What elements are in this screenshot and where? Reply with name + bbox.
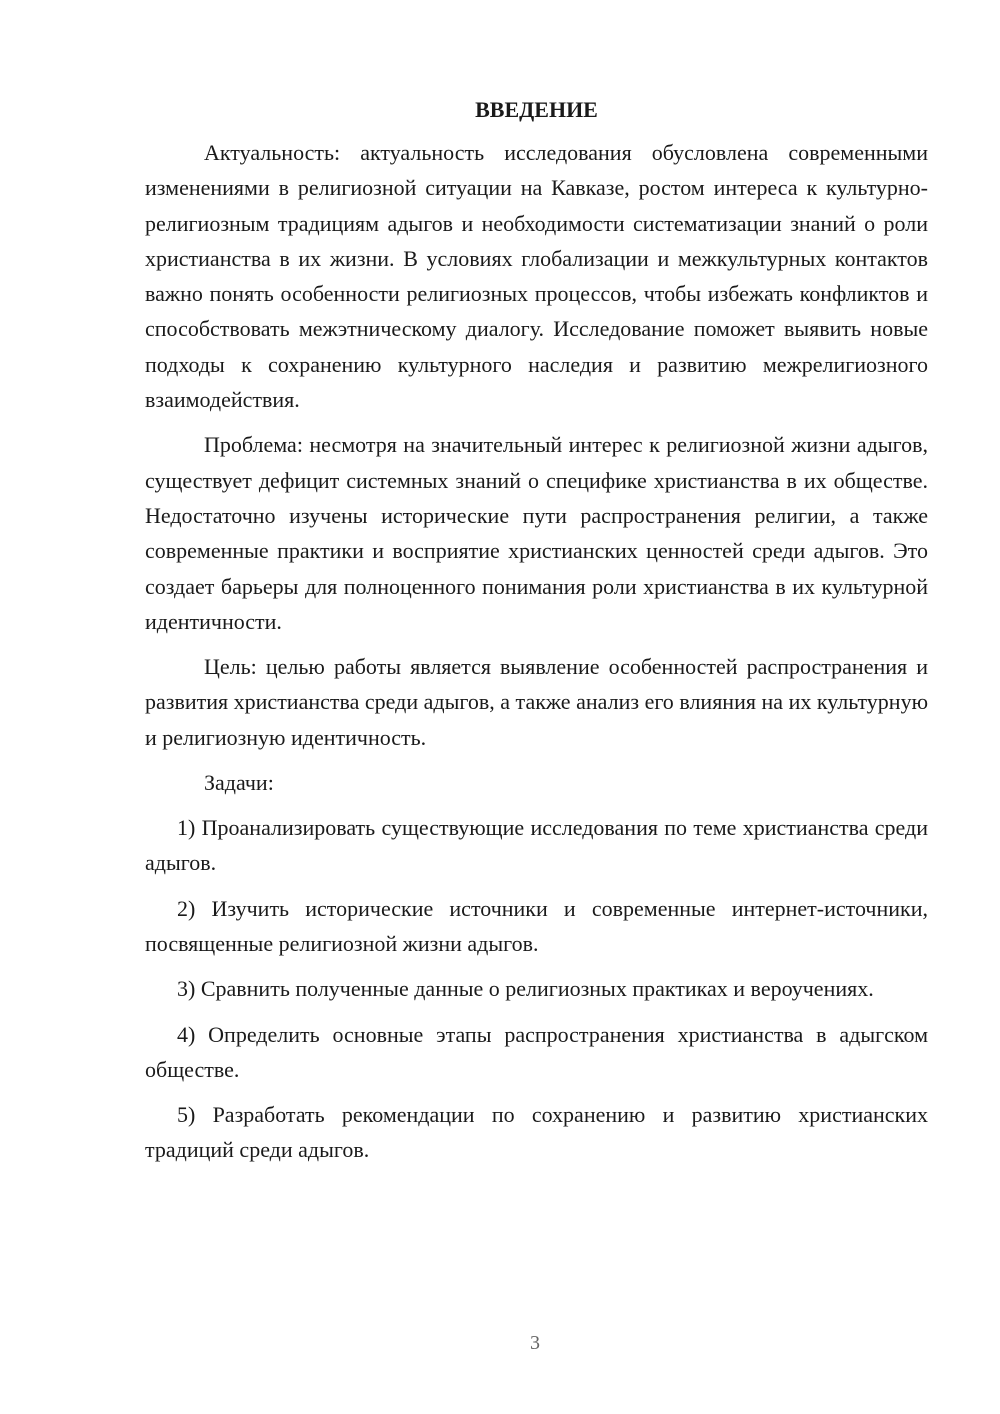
tasks-heading: Задачи: (204, 770, 274, 796)
document-page (145, 92, 928, 1178)
document-title: ВВЕДЕНИЕ (475, 97, 598, 122)
paragraph-problem: Проблема: несмотря на значительный интерес к религиозной жизни адыгов, существует дефицит системных знаний о специфике христианства в их обществе. Недостаточно изучены исторические пути распространения религии, а также современные практики и восприятие христианских ценностей среди адыгов. Это создает барьеры для полноценного понимания роли христианства в их культурной идентичности. (145, 432, 928, 634)
task-item-2: 2) Изучить исторические источники и современные интернет-источники, посвященные религиозной жизни адыгов. (145, 895, 928, 956)
paragraph-goal: Цель: целью работы является выявление особенностей распространения и развития христианства среди адыгов, а также анализ его влияния на их культурную и религиозную идентичность. (145, 654, 928, 750)
task-item-3: 3) Сравнить полученные данные о религиозных практиках и вероучениях. (177, 976, 874, 1002)
task-item-1: 1) Проанализировать существующие исследования по теме христианства среди адыгов. (145, 815, 928, 876)
task-item-5: 5) Разработать рекомендации по сохранению и развитию христианских традиций среди адыгов. (145, 1102, 928, 1163)
paragraph-relevance: Актуальность: актуальность исследования обусловлена современными изменениями в религиозной ситуации на Кавказе, ростом интереса к культурно-религиозным традициям адыгов и необходимости систематизации знаний о роли христианства в их жизни. В условиях глобализации и межкультурных контактов важно понять особенности религиозных процессов, чтобы избежать конфликтов и способствовать межэтническому диалогу. Исследование поможет выявить новые подходы к сохранению культурного наследия и развитию межрелигиозного взаимодействия. (145, 140, 928, 413)
page-number: 3 (530, 1332, 540, 1354)
task-item-4: 4) Определить основные этапы распространения христианства в адыгском обществе. (145, 1021, 928, 1082)
